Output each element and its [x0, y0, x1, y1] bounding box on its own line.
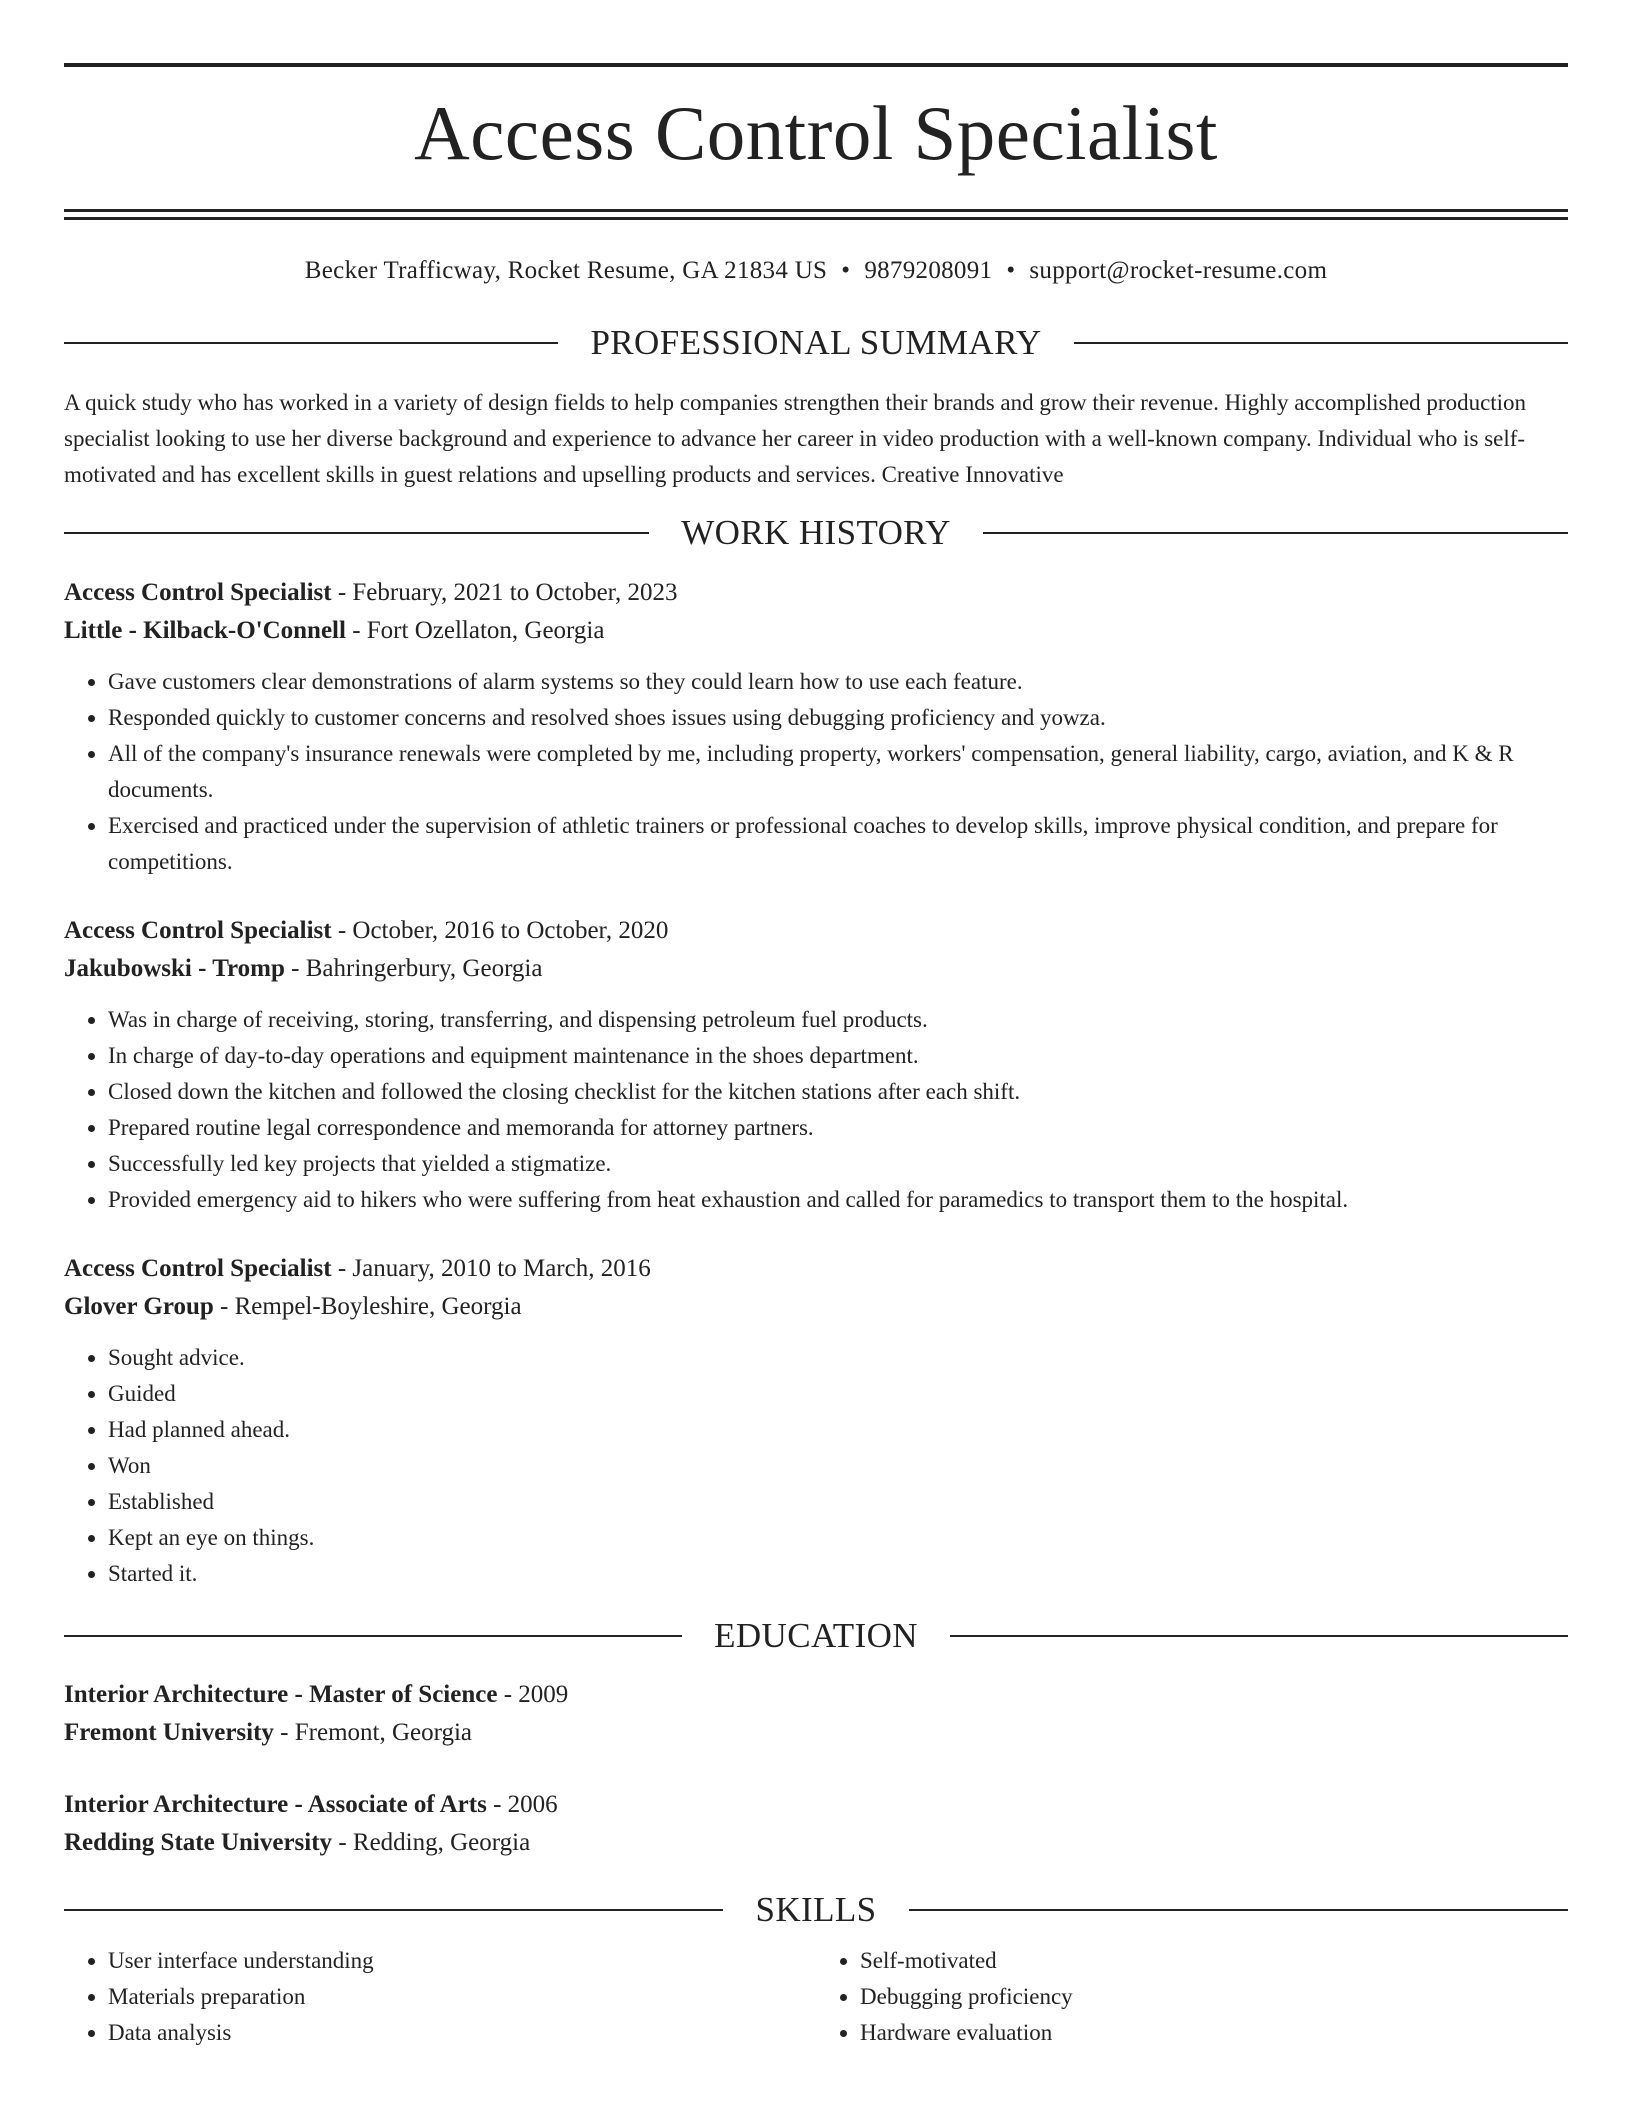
education-degree: Interior Architecture - Associate of Arts	[64, 1791, 487, 1818]
list-item: • Had planned ahead.	[108, 1412, 1568, 1448]
heading-rule	[64, 1635, 682, 1637]
job-role: Access Control Specialist	[64, 579, 332, 606]
job-company: Little - Kilback-O'Connell	[64, 617, 346, 644]
list-item: • Guided	[108, 1376, 1568, 1412]
list-item: • All of the company's insurance renewals were completed by me, including property, workers' compensation, general liability, cargo, aviation, and K & R documents.	[108, 736, 1568, 808]
skills-list-right	[816, 1943, 1568, 2051]
list-item: • Provided emergency aid to hikers who were suffering from heat exhaustion and called for paramedics to transport them to the hospital.	[108, 1182, 1568, 1218]
heading-rule	[1074, 342, 1568, 344]
heading-rule	[909, 1909, 1568, 1911]
contact-address: Becker Trafficway, Rocket Resume, GA 21834 US	[304, 257, 828, 284]
list-item: • Prepared routine legal correspondence and memoranda for attorney partners.	[108, 1110, 1568, 1146]
list-item: • Gave customers clear demonstrations of alarm systems so they could learn how to use each feature.	[108, 664, 1568, 700]
title-double-rule	[64, 209, 1568, 220]
contact-line	[64, 256, 1568, 286]
list-item: • Responded quickly to customer concerns and resolved shoes issues using debugging proficiency and yowza.	[108, 700, 1568, 736]
section-title: PROFESSIONAL SUMMARY	[590, 323, 1042, 362]
education-degree: Interior Architecture - Master of Science	[64, 1681, 498, 1708]
section-title: SKILLS	[755, 1890, 877, 1929]
list-item: • Materials preparation	[108, 1979, 816, 2015]
education-year: - 2006	[486, 1791, 558, 1818]
education-school-line	[64, 1824, 1568, 1862]
list-item: • Exercised and practiced under the supervision of athletic trainers or professional coaches to develop skills, improve physical condition, and prepare for competitions.	[108, 808, 1568, 880]
list-item: • Was in charge of receiving, storing, transferring, and dispensing petroleum fuel products.	[108, 1002, 1568, 1038]
job-dates: - January, 2010 to March, 2016	[331, 1255, 651, 1282]
skills-columns	[64, 1943, 1568, 2051]
skills-list-left	[64, 1943, 816, 2051]
education-school: Fremont University	[64, 1719, 274, 1746]
list-item: • Kept an eye on things.	[108, 1520, 1568, 1556]
education-entry	[64, 1786, 1568, 1862]
section-heading-skills	[64, 1890, 1568, 1930]
education-school-line	[64, 1714, 1568, 1752]
list-item: • User interface understanding	[108, 1943, 816, 1979]
job-location: - Fort Ozellaton, Georgia	[345, 617, 605, 644]
heading-rule	[64, 532, 649, 534]
job-role-line	[64, 1250, 1568, 1288]
education-entry	[64, 1676, 1568, 1752]
section-heading-summary	[64, 323, 1568, 363]
heading-rule	[64, 1909, 723, 1911]
job-dates: - October, 2016 to October, 2020	[331, 917, 669, 944]
list-item: • Self-motivated	[860, 1943, 1568, 1979]
job-entry	[64, 1250, 1568, 1592]
summary-text: A quick study who has worked in a variety of design fields to help companies strengthen their brands and grow their revenue. Highly accomplished production specialist looking to use her diverse background and experience to advance her career in video production with a well-known company. Individual who is self-motivated and has excellent skills in guest relations and upselling products and services. Creative Innovative	[64, 390, 1527, 487]
education-location: - Redding, Georgia	[332, 1829, 531, 1856]
education-location: - Fremont, Georgia	[273, 1719, 473, 1746]
job-location: - Rempel-Boyleshire, Georgia	[213, 1293, 522, 1320]
education-degree-line	[64, 1676, 1568, 1714]
job-location: - Bahringerbury, Georgia	[284, 955, 543, 982]
job-bullets	[64, 1340, 1568, 1592]
heading-rule	[983, 532, 1568, 534]
list-item: • In charge of day-to-day operations and equipment maintenance in the shoes department.	[108, 1038, 1568, 1074]
section-heading-education	[64, 1616, 1568, 1656]
contact-separator: •	[841, 257, 851, 284]
list-item: • Data analysis	[108, 2015, 816, 2051]
job-role-line	[64, 574, 1568, 612]
contact-email: support@rocket-resume.com	[1029, 257, 1328, 284]
job-company: Glover Group	[64, 1293, 214, 1320]
job-role-line	[64, 912, 1568, 950]
contact-separator: •	[1006, 257, 1016, 284]
list-item: • Established	[108, 1484, 1568, 1520]
list-item: • Started it.	[108, 1556, 1568, 1592]
education-school: Redding State University	[64, 1829, 333, 1856]
list-item: • Debugging proficiency	[860, 1979, 1568, 2015]
job-company: Jakubowski - Tromp	[64, 955, 285, 982]
job-company-line	[64, 612, 1568, 650]
heading-rule	[64, 342, 558, 344]
job-entry	[64, 912, 1568, 1218]
resume-title: Access Control Specialist	[414, 90, 1218, 176]
section-title: EDUCATION	[714, 1616, 918, 1655]
section-heading-work	[64, 513, 1568, 553]
list-item: • Closed down the kitchen and followed the closing checklist for the kitchen stations after each shift.	[108, 1074, 1568, 1110]
job-role: Access Control Specialist	[64, 1255, 332, 1282]
job-company-line	[64, 950, 1568, 988]
list-item: • Hardware evaluation	[860, 2015, 1568, 2051]
job-role: Access Control Specialist	[64, 917, 332, 944]
education-year: - 2009	[497, 1681, 569, 1708]
job-company-line	[64, 1288, 1568, 1326]
section-title: WORK HISTORY	[681, 513, 951, 552]
heading-rule	[950, 1635, 1568, 1637]
job-dates: - February, 2021 to October, 2023	[331, 579, 678, 606]
list-item: • Won	[108, 1448, 1568, 1484]
contact-phone: 9879208091	[864, 257, 993, 284]
job-entry	[64, 574, 1568, 880]
list-item: • Sought advice.	[108, 1340, 1568, 1376]
list-item: • Successfully led key projects that yielded a stigmatize.	[108, 1146, 1568, 1182]
job-bullets	[64, 1002, 1568, 1218]
job-bullets	[64, 664, 1568, 880]
education-degree-line	[64, 1786, 1568, 1824]
